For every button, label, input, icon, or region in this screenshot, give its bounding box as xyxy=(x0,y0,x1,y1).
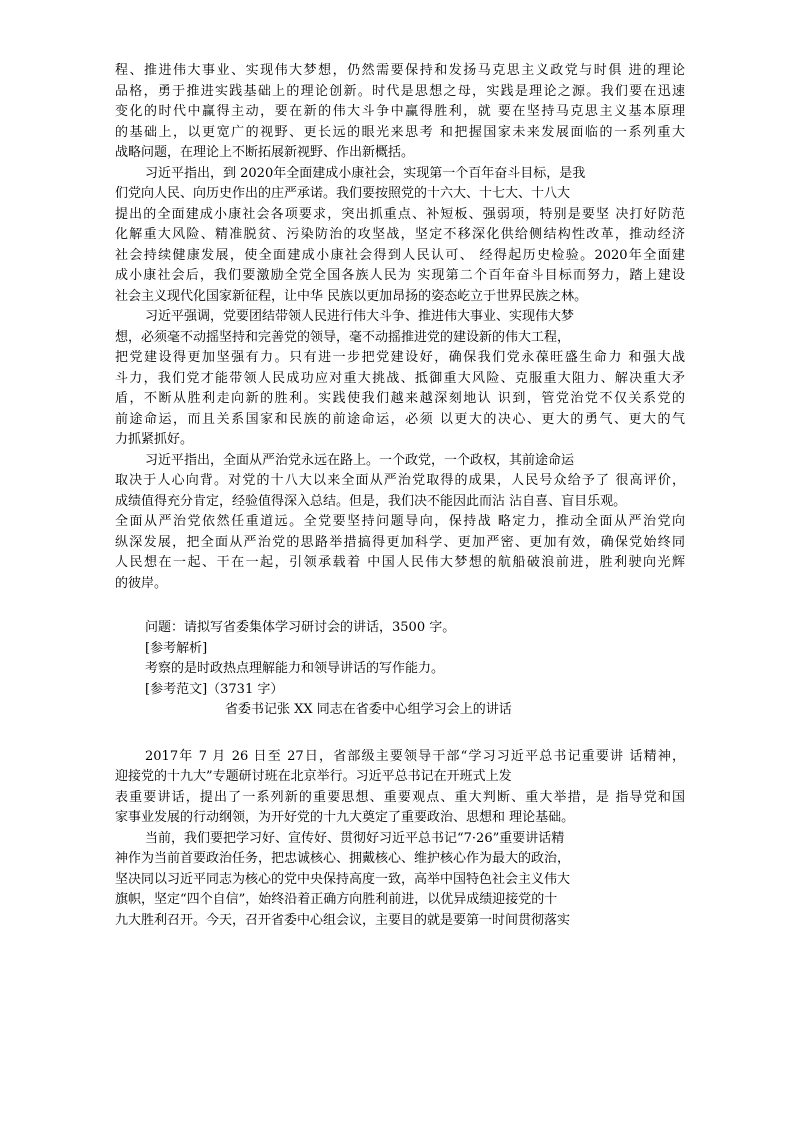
text-line: 的基础上，以更宽广的视野、更长远的眼光来思考 和把握国家未来发展面临的一系列重大 xyxy=(115,124,685,140)
text-line: 力抓紧抓好。 xyxy=(115,432,194,447)
text-line: 化解重大风险、精准脱贫、污染防治的攻坚战，坚定不移深化供给侧结构性改革，推动经济 xyxy=(115,227,685,242)
text-line: 战略问题，在理论上不断拓展新视野、作出新概括。 xyxy=(115,145,415,160)
text-line: 当前，我们要把学习好、宣传好、贯彻好习近平总书记“7·26”重要讲话精 xyxy=(145,830,565,846)
analysis-text: 考察的是时政热点理解能力和领导讲话的写作能力。 xyxy=(145,661,445,676)
text-line: 神作为当前首要政治任务，把忠诚核心、拥戴核心、维护核心作为最大的政治， xyxy=(115,851,571,866)
text-line: 家事业发展的行动纲领，为开好党的十九大奠定了重要政治、思想和 理论基础。 xyxy=(115,810,575,825)
section-gap xyxy=(115,721,685,747)
text-line: 盾，不断从胜利走向新的胜利。实践使我们越来越深刻地认 识到，管党治党不仅关系党的 xyxy=(115,391,685,406)
text-line: 前途命运，而且关系国家和民族的前途命运，必须 以更大的决心、更大的勇气、更大的气 xyxy=(115,411,685,427)
text-line: 坚决同以习近平同志为核心的党中央保持高度一致，高举中国特色社会主义伟大 xyxy=(115,871,571,887)
body-paragraph-3 xyxy=(115,307,685,451)
text-line: 把党建设得更加坚强有力。只有进一步把党建设好，确保我们党永葆旺盛生命力 和强大战 xyxy=(115,350,685,365)
speech-paragraph-2 xyxy=(115,829,685,932)
analysis-label: [参考解析] xyxy=(145,640,208,656)
text-line: 习近平指出，全面从严治党永远在路上。一个政党，一个政权，其前途命运 xyxy=(145,452,575,468)
text-line: 习近平强调，党要团结带领人民进行伟大斗争、推进伟大事业、实现伟大梦 xyxy=(145,309,575,324)
text-line: 社会持续健康发展，使全面建成小康社会得到人民认可、 经得起历史检验。2020年全面建 xyxy=(115,247,685,263)
text-line: 提出的全面建成小康社会各项要求，突出抓重点、补短板、强弱项，特别是要坚 决打好防范 xyxy=(115,206,685,222)
text-line: 变化的时代中赢得主动，要在新的伟大斗争中赢得胜利，就 要在坚持马克思主义基本原理 xyxy=(115,104,685,119)
text-line: 纵深发展，把全面从严治党的思路举措搞得更加科学、更加严密、更加有效，确保党始终同 xyxy=(115,534,685,550)
text-line: 迎接党的十九大”专题研讨班在北京举行。习近平总书记在开班式上发 xyxy=(115,769,512,784)
speech-title: 省委书记张 XX 同志在省委中心组学习会上的讲话 xyxy=(225,702,512,717)
text-line: 旗帜，坚定“四个自信”，始终沿着正确方向胜利前进，以优异成绩迎接党的十 xyxy=(115,892,558,907)
question-text: 问题：请拟写省委集体学习研讨会的讲话，3500 字。 xyxy=(145,620,456,635)
text-line: 全面从严治党依然任重道远。全党要坚持问题导向，保持战 略定力，推动全面从严治党向 xyxy=(115,514,685,529)
text-line: 人民想在一起、干在一起，引领承载着 中国人民伟大梦想的航船破浪前进，胜利驶向光辉 xyxy=(115,555,685,570)
text-line: 取决于人心向背。对党的十八大以来全面从严治党取得的成果，人民号众给予了 很高评价， xyxy=(115,473,685,488)
text-line: 品格，勇于推进实践基础上的理论创新。时代是思想之母，实践是理论之源。我们要在迅速 xyxy=(115,83,685,99)
text-line: 习近平指出，到 2020年全面建成小康社会，实现第一个百年奋斗目标，是我 xyxy=(145,165,586,181)
text-line: 2017年 7 月 26 日至 27日，省部级主要领导干部“学习习近平总书记重要讲 话精神， xyxy=(145,748,685,764)
text-line: 想，必须毫不动摇坚持和完善党的领导，毫不动摇推进党的建设新的伟大工程， xyxy=(115,329,571,345)
text-line: 斗力，我们党才能带领人民成功应对重大挑战、抵御重大风险、克服重大阻力、解决重大矛 xyxy=(115,370,685,386)
body-paragraph-2 xyxy=(115,164,685,308)
text-line: 程、推进伟大事业、实现伟大梦想，仍然需要保持和发扬马克思主义政党与时俱 进的理论 xyxy=(115,63,685,78)
text-line: 成小康社会后，我们要激励全党全国各族人民为 实现第二个百年奋斗目标而努力，踏上建设 xyxy=(115,268,685,283)
body-paragraph-1 xyxy=(115,61,685,164)
sample-label: [参考范文]（3731 字） xyxy=(145,681,284,697)
text-line: 九大胜利召开。今天，召开省委中心组会议，主要目的就是要第一时间贯彻落实 xyxy=(115,912,571,928)
text-line: 表重要讲话，提出了一系列新的重要思想、重要观点、重大判断、重大举措，是 指导党和国 xyxy=(115,789,685,805)
speech-paragraph-1 xyxy=(115,747,685,829)
section-gap xyxy=(115,594,685,618)
text-line: 的彼岸。 xyxy=(115,575,168,591)
document-page xyxy=(115,61,685,931)
body-paragraph-4 xyxy=(115,451,685,595)
text-line: 们党向人民、向历史作出的庄严承诺。我们要按照党的十六大、十七大、十八大 xyxy=(115,186,571,201)
text-line: 成绩值得充分肯定，经验值得深入总结。但是，我们决不能因此而沾 沾自喜、盲目乐观。 xyxy=(115,493,627,509)
text-line: 社会主义现代化国家新征程，让中华 民族以更加昂扬的姿态屹立于世界民族之林。 xyxy=(115,288,588,304)
